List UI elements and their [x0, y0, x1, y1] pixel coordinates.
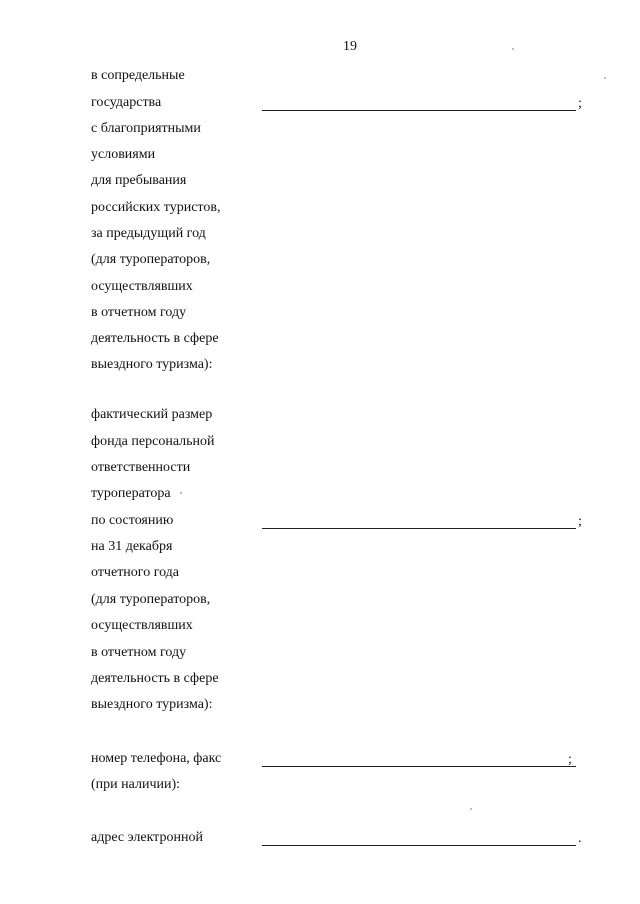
scan-speck	[512, 48, 514, 50]
scan-speck	[604, 77, 606, 79]
text-line: выездного туризма):	[91, 357, 213, 372]
scan-speck	[470, 808, 472, 810]
fill-in-line[interactable]	[262, 528, 576, 529]
text-line: фонда персональной	[91, 434, 215, 449]
text-line: осуществлявших	[91, 279, 193, 294]
scan-speck	[180, 492, 182, 494]
text-line: (для туроператоров,	[91, 592, 211, 607]
text-line: за предыдущий год	[91, 226, 206, 241]
text-line: деятельность в сфере	[91, 331, 219, 346]
fill-in-line[interactable]	[262, 766, 576, 767]
text-line: по состоянию	[91, 513, 174, 528]
text-line: фактический размер	[91, 407, 213, 422]
text-line: ответственности	[91, 460, 191, 475]
text-line: (для туроператоров,	[91, 252, 211, 267]
text-line: с благоприятными	[91, 121, 201, 136]
text-line: (при наличии):	[91, 777, 181, 792]
text-line: на 31 декабря	[91, 539, 173, 554]
line-terminator: .	[578, 831, 582, 846]
fill-in-line[interactable]	[262, 845, 576, 846]
text-line: в сопредельные	[91, 68, 185, 83]
text-line: в отчетном году	[91, 645, 187, 660]
text-line: выездного туризма):	[91, 697, 213, 712]
text-line: для пребывания	[91, 173, 187, 188]
line-terminator: ;	[578, 514, 582, 529]
page-number: 19	[343, 39, 357, 54]
line-terminator: ;	[578, 96, 582, 111]
text-line: туроператора	[91, 486, 171, 501]
text-line: номер телефона, факс	[91, 751, 222, 766]
text-line: осуществлявших	[91, 618, 193, 633]
text-line: отчетного года	[91, 565, 180, 580]
text-line: адрес электронной	[91, 830, 203, 845]
text-line: российских туристов,	[91, 200, 221, 215]
line-terminator: ;	[568, 752, 572, 767]
text-line: в отчетном году	[91, 305, 187, 320]
text-line: деятельность в сфере	[91, 671, 219, 686]
text-line: условиями	[91, 147, 156, 162]
fill-in-line[interactable]	[262, 110, 576, 111]
text-line: государства	[91, 95, 162, 110]
